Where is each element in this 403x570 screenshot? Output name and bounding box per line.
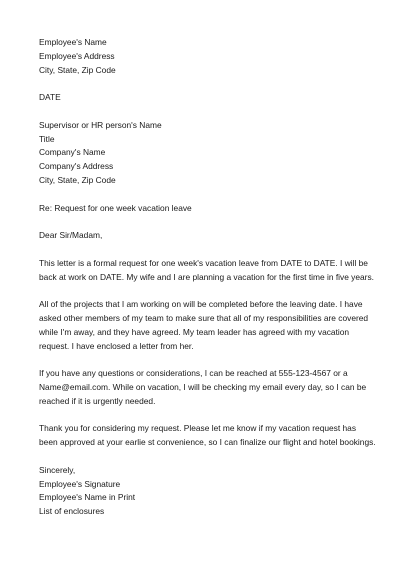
spacer	[39, 284, 369, 298]
spacer	[39, 450, 369, 464]
paragraph-line: Name@email.com. While on vacation, I will be checking my email every day, so I can be	[39, 381, 367, 392]
paragraph-line: back at work on DATE. My wife and I are planning a vacation for the first time in five years.	[39, 271, 374, 282]
recipient-name: Supervisor or HR person's Name	[39, 119, 162, 130]
recipient-city-state-zip: City, State, Zip Code	[39, 174, 116, 185]
paragraph-line: reached if it is urgently needed.	[39, 395, 156, 406]
paragraph-line: Thank you for considering my request. Please let me know if my vacation request has	[39, 423, 357, 434]
sender-address: Employee's Address	[39, 50, 115, 61]
closing-block	[39, 464, 369, 519]
paragraph-line: If you have any questions or considerations, I can be reached at 555-123-4567 or a	[39, 368, 348, 379]
recipient-title: Title	[39, 133, 55, 144]
salutation: Dear Sir/Madam,	[39, 230, 103, 241]
signature-line: Employee's Signature	[39, 478, 121, 489]
paragraph-line: This letter is a formal request for one week's vacation leave from DATE to DATE. I will be	[39, 257, 368, 268]
paragraph-line: request. I have enclosed a letter from her.	[39, 340, 194, 351]
spacer	[39, 105, 369, 119]
paragraph-line: All of the projects that I am working on will be completed before the leaving date. I have	[39, 299, 363, 310]
spacer	[39, 353, 369, 367]
printed-name: Employee's Name in Print	[39, 492, 136, 503]
recipient-company-address: Company's Address	[39, 161, 114, 172]
spacer	[39, 243, 369, 257]
recipient-company: Company's Name	[39, 147, 106, 158]
sender-name: Employee's Name	[39, 37, 107, 47]
recipient-block	[39, 119, 369, 188]
enclosures-line: List of enclosures	[39, 506, 105, 517]
spacer	[39, 215, 369, 229]
sender-city-state-zip: City, State, Zip Code	[39, 64, 116, 75]
paragraph-line: while I'm away, and they have agreed. My team leader has agreed with my vacation	[39, 326, 350, 337]
sender-block	[39, 36, 369, 77]
letter-date: DATE	[39, 92, 61, 103]
letter-body	[39, 36, 376, 519]
spacer	[39, 77, 369, 91]
valediction: Sincerely,	[39, 464, 76, 475]
paragraph-1	[39, 257, 374, 285]
spacer	[39, 188, 369, 202]
paragraph-line: asked other members of my team to make sure that all of my responsibilities are covered	[39, 312, 369, 323]
paragraph-2	[39, 298, 369, 353]
subject-line: Re: Request for one week vacation leave	[39, 202, 192, 213]
paragraph-line: been approved at your earlie st convenience, so I can finalize our flight and hotel bookings.	[39, 437, 376, 448]
paragraph-4	[39, 422, 376, 450]
paragraph-3	[39, 367, 369, 408]
spacer	[39, 409, 369, 423]
